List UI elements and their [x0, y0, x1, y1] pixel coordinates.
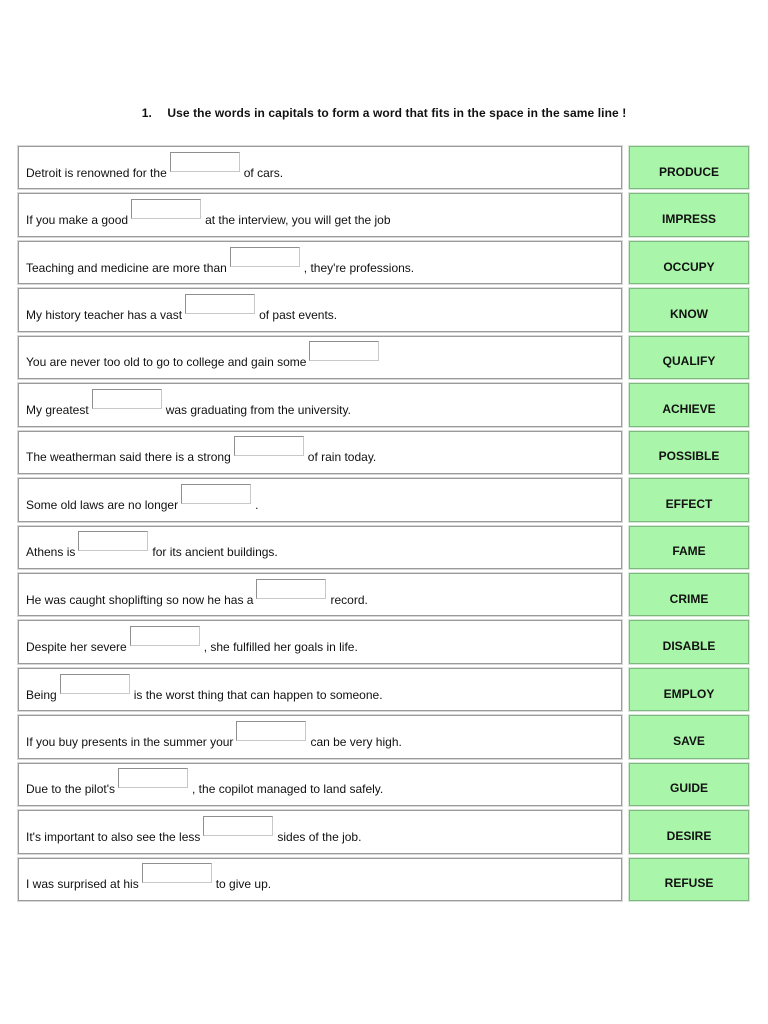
sentence-after-gap: of rain today. — [307, 450, 377, 465]
exercise-row — [15, 856, 752, 903]
sentence-cell — [18, 858, 622, 901]
exercise-row — [15, 713, 752, 760]
exercise-row — [15, 144, 752, 191]
answer-input[interactable] — [118, 768, 188, 788]
capital-word-cell — [629, 763, 749, 806]
sentence-cell — [18, 715, 622, 758]
answer-input[interactable] — [234, 436, 304, 456]
capital-word: EMPLOY — [663, 686, 715, 701]
exercise-row — [15, 666, 752, 713]
sentence-cell — [18, 146, 622, 189]
exercise-row — [15, 618, 752, 665]
answer-input[interactable] — [256, 579, 326, 599]
sentence-before-gap: My history teacher has a vast — [26, 308, 183, 323]
sentence-cell — [18, 241, 622, 284]
sentence-before-gap: Detroit is renowned for the — [26, 165, 167, 180]
answer-input[interactable] — [60, 674, 130, 694]
answer-input[interactable] — [203, 816, 273, 836]
sentence-before-gap: Some old laws are no longer — [26, 497, 179, 512]
sentence-after-gap: record. — [330, 592, 368, 607]
sentence-before-gap: Teaching and medicine are more than — [26, 260, 227, 275]
exercise-row — [15, 381, 752, 428]
sentence-after-gap: can be very high. — [310, 734, 402, 749]
capital-word: CRIME — [669, 591, 709, 606]
sentence-after-gap: for its ancient buildings. — [152, 545, 278, 560]
exercise-row — [15, 429, 752, 476]
capital-word-cell — [629, 383, 749, 426]
sentence-before-gap: You are never too old to go to college and gain some — [26, 355, 307, 370]
sentence-cell — [18, 383, 622, 426]
capital-word-cell — [629, 146, 749, 189]
exercise-row — [15, 239, 752, 286]
exercise-row — [15, 761, 752, 808]
sentence-after-gap: of cars. — [243, 165, 284, 180]
sentence-before-gap: Athens is — [26, 545, 76, 560]
capital-word: REFUSE — [664, 876, 714, 891]
capital-word: ACHIEVE — [662, 401, 716, 416]
sentence-before-gap: The weatherman said there is a strong — [26, 450, 231, 465]
sentence-after-gap: , the copilot managed to land safely. — [192, 782, 384, 797]
capital-word-cell — [629, 620, 749, 663]
sentence-before-gap: Due to the pilot's — [26, 782, 116, 797]
answer-input[interactable] — [131, 199, 201, 219]
sentence-before-gap: Being — [26, 687, 57, 702]
exercise-row — [15, 524, 752, 571]
capital-word-cell — [629, 193, 749, 236]
sentence-cell — [18, 478, 622, 521]
capital-word-cell — [629, 478, 749, 521]
sentence-after-gap: . — [255, 497, 259, 512]
exercise-row — [15, 571, 752, 618]
answer-input[interactable] — [92, 389, 162, 409]
capital-word: IMPRESS — [661, 212, 716, 227]
capital-word: KNOW — [670, 307, 708, 322]
answer-input[interactable] — [236, 721, 306, 741]
exercise-instruction — [0, 106, 768, 120]
sentence-before-gap: My greatest — [26, 402, 89, 417]
capital-word: PRODUCE — [658, 164, 719, 179]
capital-word-cell — [629, 431, 749, 474]
sentence-before-gap: He was caught shoplifting so now he has a — [26, 592, 254, 607]
answer-input[interactable] — [170, 152, 240, 172]
instruction-text: Use the words in capitals to form a word that fits in the space in the same line ! — [167, 106, 627, 120]
capital-word: DESIRE — [666, 828, 712, 843]
exercise-row — [15, 476, 752, 523]
exercise-table — [15, 144, 752, 903]
capital-word: OCCUPY — [663, 259, 715, 274]
sentence-cell — [18, 526, 622, 569]
sentence-before-gap: If you buy presents in the summer your — [26, 734, 234, 749]
exercise-row — [15, 808, 752, 855]
instruction-number: 1. — [141, 106, 152, 120]
sentence-cell — [18, 288, 622, 331]
exercise-row — [15, 334, 752, 381]
capital-word-cell — [629, 336, 749, 379]
sentence-after-gap: of past events. — [259, 308, 338, 323]
capital-word: DISABLE — [662, 639, 716, 654]
capital-word: POSSIBLE — [658, 449, 720, 464]
sentence-before-gap: If you make a good — [26, 213, 129, 228]
capital-word-cell — [629, 573, 749, 616]
capital-word-cell — [629, 288, 749, 331]
answer-input[interactable] — [181, 484, 251, 504]
capital-word-cell — [629, 810, 749, 853]
sentence-before-gap: It's important to also see the less — [26, 829, 201, 844]
capital-word: GUIDE — [669, 781, 708, 796]
sentence-cell — [18, 336, 622, 379]
capital-word-cell — [629, 526, 749, 569]
answer-input[interactable] — [230, 247, 300, 267]
capital-word-cell — [629, 715, 749, 758]
sentence-after-gap: to give up. — [215, 877, 272, 892]
sentence-after-gap: is the worst thing that can happen to someone. — [133, 687, 383, 702]
capital-word-cell — [629, 668, 749, 711]
answer-input[interactable] — [185, 294, 255, 314]
sentence-cell — [18, 573, 622, 616]
exercise-row — [15, 286, 752, 333]
sentence-cell — [18, 763, 622, 806]
answer-input[interactable] — [142, 863, 212, 883]
sentence-cell — [18, 431, 622, 474]
sentence-cell — [18, 810, 622, 853]
sentence-cell — [18, 668, 622, 711]
capital-word: SAVE — [673, 733, 705, 748]
sentence-after-gap: , she fulfilled her goals in life. — [203, 640, 358, 655]
answer-input[interactable] — [309, 341, 379, 361]
sentence-cell — [18, 193, 622, 236]
sentence-before-gap: Despite her severe — [26, 640, 127, 655]
answer-input[interactable] — [130, 626, 200, 646]
capital-word: FAME — [672, 544, 706, 559]
answer-input[interactable] — [78, 531, 148, 551]
sentence-after-gap: sides of the job. — [277, 829, 362, 844]
exercise-row — [15, 191, 752, 238]
sentence-after-gap: was graduating from the university. — [165, 402, 351, 417]
capital-word-cell — [629, 241, 749, 284]
sentence-after-gap: at the interview, you will get the job — [205, 213, 391, 228]
capital-word: QUALIFY — [662, 354, 716, 369]
sentence-cell — [18, 620, 622, 663]
capital-word-cell — [629, 858, 749, 901]
sentence-after-gap: , they're professions. — [303, 260, 415, 275]
sentence-before-gap: I was surprised at his — [26, 877, 139, 892]
capital-word: EFFECT — [665, 496, 713, 511]
